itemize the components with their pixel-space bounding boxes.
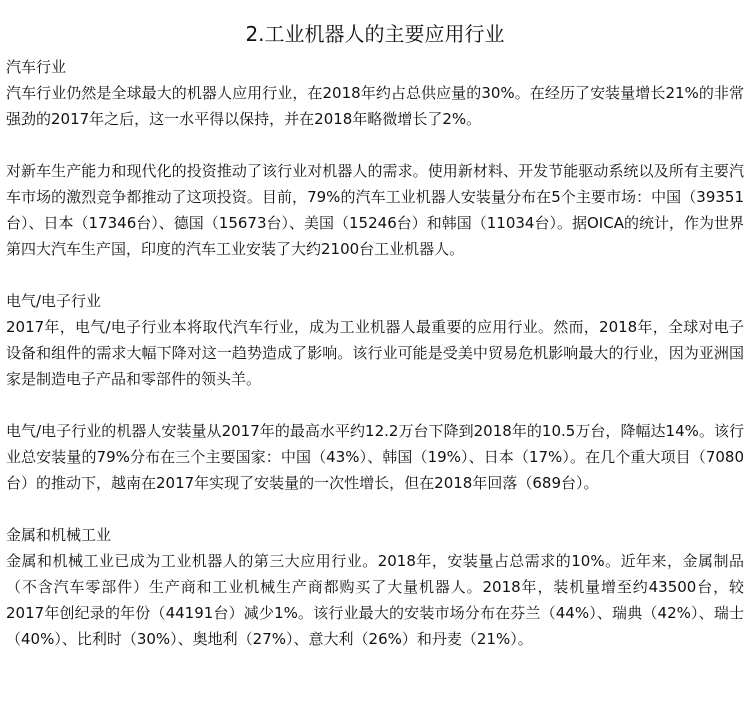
paragraph-spacer [6, 392, 744, 418]
section-spacer [6, 496, 744, 522]
section-heading-automotive: 汽车行业 [6, 58, 67, 76]
section-heading-metal-machinery: 金属和机械工业 [6, 526, 112, 544]
paragraph-metal-machinery-1: 金属和机械工业已成为工业机器人的第三大应用行业。2018年，安装量占总需求的10%。近年来，金属制品（不含汽车零部件）生产商和工业机械生产商都购买了大量机器人。2018年，装机量增至约43500台，较2017年创纪录的年份（44191台）减少1%。该行业最大的安装市场分布在芬兰（44%）、瑞典（42%）、瑞士（40%）、比利时（30%）、奥地利（27%）、意大利（26%）和丹麦（21%）。 [6, 552, 744, 648]
section-heading-electronics: 电气/电子行业 [6, 292, 102, 310]
page-title: 2.工业机器人的主要应用行业 [245, 22, 505, 46]
paragraph-electronics-2: 电气/电子行业的机器人安装量从2017年的最高水平约12.2万台下降到2018年的10.5万台，降幅达14%。该行业总安装量的79%分布在三个主要国家：中国（43%）、韩国（19%）、日本（17%）。在几个重大项目（7080台）的推动下，越南在2017年实现了安装量的一次性增长，但在2018年回落（689台）。 [6, 422, 744, 492]
paragraph-spacer [6, 132, 744, 158]
paragraph-electronics-1: 2017年，电气/电子行业本将取代汽车行业，成为工业机器人最重要的应用行业。然而，2018年，全球对电子设备和组件的需求大幅下降对这一趋势造成了影响。该行业可能是受美中贸易危机影响最大的行业，因为亚洲国家是制造电子产品和零部件的领头羊。 [6, 318, 744, 388]
paragraph-automotive-2: 对新车生产能力和现代化的投资推动了该行业对机器人的需求。使用新材料、开发节能驱动系统以及所有主要汽车市场的激烈竞争都推动了这项投资。目前，79%的汽车工业机器人安装量分布在5个主要市场：中国（39351台）、日本（17346台）、德国（15673台）、美国（15246台）和韩国（11034台）。据OICA的统计，作为世界第四大汽车生产国，印度的汽车工业安装了大约2100台工业机器人。 [6, 162, 744, 258]
section-spacer [6, 262, 744, 288]
paragraph-automotive-1: 汽车行业仍然是全球最大的机器人应用行业，在2018年约占总供应量的30%。在经历了安装量增长21%的非常强劲的2017年之后，这一水平得以保持，并在2018年略微增长了2%。 [6, 84, 744, 128]
